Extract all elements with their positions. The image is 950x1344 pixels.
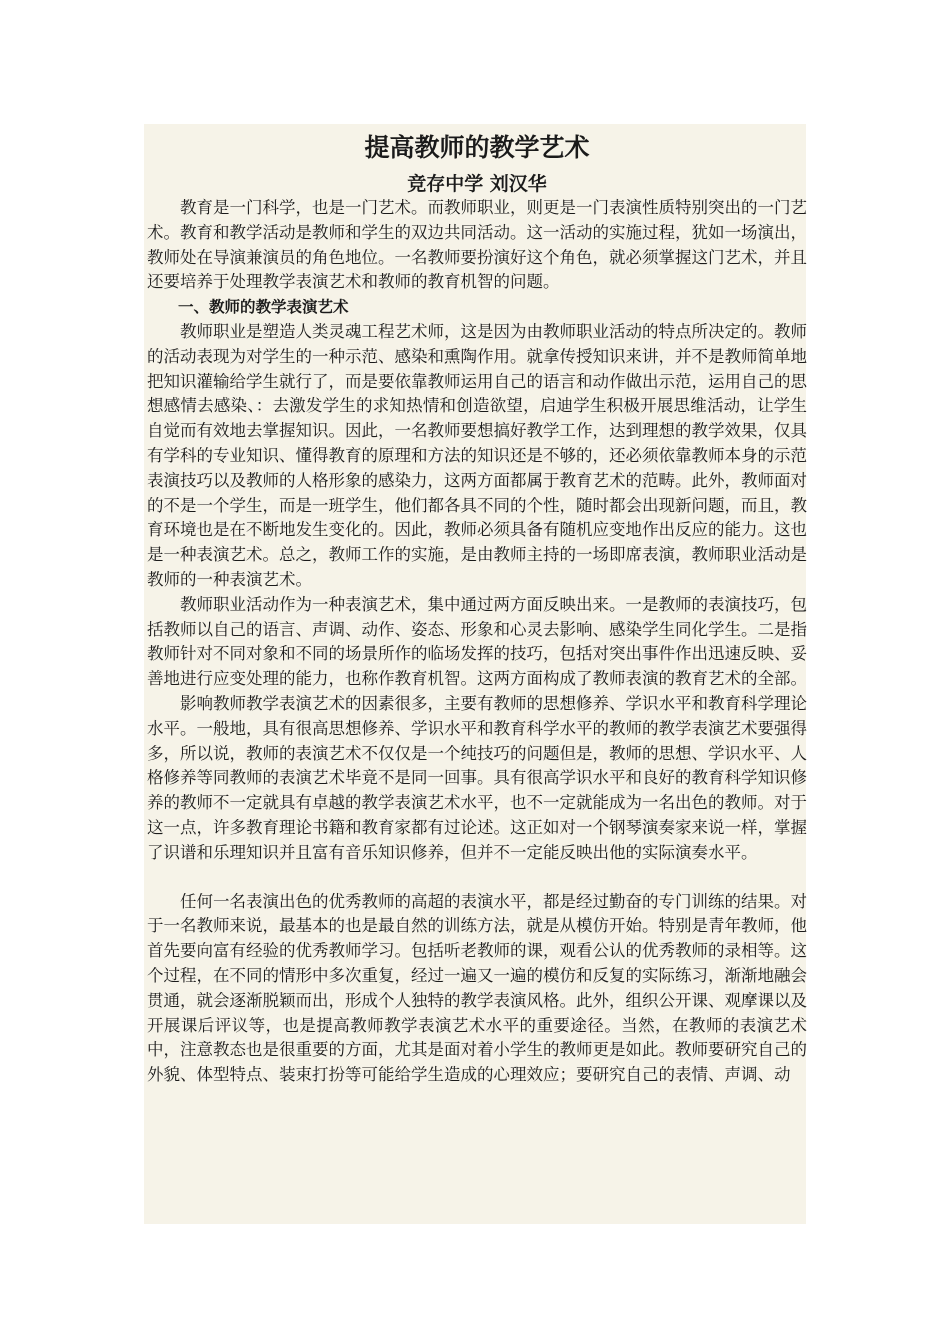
paragraph-gap	[147, 866, 807, 890]
body-paragraph-1: 教师职业是塑造人类灵魂工程艺术师，这是因为由教师职业活动的特点所决定的。教师的活动表现为对学生的一种示范、感染和熏陶作用。就拿传授知识来讲，并不是教师简单地把知识灌输给学生就行了，而是要依靠教师运用自己的语言和动作做出示范，运用自己的思想感情去感染、：去激发学生的求知热情和创造欲望，启迪学生积极开展思维活动，让学生自觉而有效地去掌握知识。因此，一名教师要想搞好教学工作，达到理想的教学效果，仅具有学科的专业知识、懂得教育的原理和方法的知识还是不够的，还必须依靠教师本身的示范表演技巧以及教师的人格形象的感染力，这两方面都属于教育艺术的范畴。此外，教师面对的不是一个学生，而是一班学生，他们都各具不同的个性，随时都会出现新问题，而且，教育环境也是在不断地发生变化的。因此，教师必须具备有随机应变地作出反应的能力。这也是一种表演艺术。总之，教师工作的实施，是由教师主持的一场即席表演，教师职业活动是教师的一种表演艺术。	[147, 321, 807, 589]
body-paragraph-3: 影响教师教学表演艺术的因素很多，主要有教师的思想修养、学识水平和教育科学理论水平。一般地，具有很高思想修养、学识水平和教育科学水平的教师的教学表演艺术要强得多，所以说，教师的表演艺术不仅仅是一个纯技巧的问题但是，教师的思想、学识水平、人格修养等同教师的表演艺术毕竟不是同一回事。具有很高学识水平和良好的教育科学知识修养的教师不一定就具有卓越的教学表演艺术水平，也不一定就能成为一名出色的教师。对于这一点，许多教育理论书籍和教育家都有过论述。这正如对一个钢琴演奏家来说一样，掌握了识谱和乐理知识并且富有音乐知识修养，但并不一定能反映出他的实际演奏水平。	[147, 693, 807, 862]
document-body	[147, 128, 807, 1088]
document-title: 提高教师的教学艺术	[364, 133, 590, 162]
body-paragraph-4: 任何一名表演出色的优秀教师的高超的表演水平，都是经过勤奋的专门训练的结果。对于一名教师来说，最基本的也是最自然的训练方法，就是从模仿开始。特别是青年教师，他首先要向富有经验的优秀教师学习。包括听老教师的课，观看公认的优秀教师的录相等。这个过程，在不同的情形中多次重复，经过一遍又一遍的模仿和反复的实际练习，渐渐地融会贯通，就会逐渐脱颖而出，形成个人独特的教学表演风格。此外，组织公开课、观摩课以及开展课后评议等，也是提高教师教学表演艺术水平的重要途径。当然，在教师的表演艺术中，注意教态也是很重要的方面，尤其是面对着小学生的教师更是如此。教师要研究自己的外貌、体型特点、装束打扮等可能给学生造成的心理效应；要研究自己的表情、声调、动	[147, 891, 807, 1085]
document-author: 竞存中学 刘汉华	[407, 173, 547, 195]
intro-paragraph: 教育是一门科学，也是一门艺术。而教师职业，则更是一门表演性质特别突出的一门艺术。教育和教学活动是教师和学生的双边共同活动。这一活动的实施过程，犹如一场演出，教师处在导演兼演员的角色地位。一名教师要扮演好这个角色，就必须掌握这门艺术，并且还要培养于处理教学表演艺术和教师的教育机智的问题。	[147, 198, 807, 292]
body-paragraph-2: 教师职业活动作为一种表演艺术，集中通过两方面反映出来。一是教师的表演技巧，包括教师以自己的语言、声调、动作、姿态、形象和心灵去影响、感染学生同化学生。二是指教师针对不同对象和不同的场景所作的临场发挥的技巧，包括对突出事件作出迅速反映、妥善地进行应变处理的能力，也称作教育机智。这两方面构成了教师表演的教育艺术的全部。	[147, 594, 807, 689]
section-heading: 一、教师的教学表演艺术	[178, 298, 349, 317]
